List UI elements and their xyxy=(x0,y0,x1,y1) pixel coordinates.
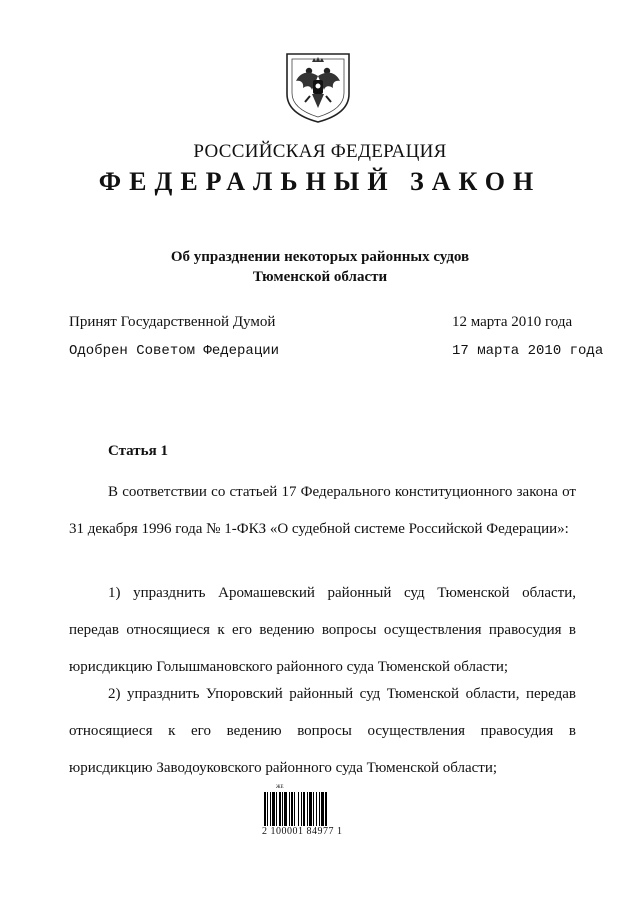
council-approval-label: Одобрен Советом Федерации xyxy=(69,343,280,359)
article-heading: Статья 1 xyxy=(108,443,168,459)
council-approval-date: 17 марта 2010 года xyxy=(452,343,604,359)
law-title-line-2: Тюменской области xyxy=(252,269,388,285)
article-item-1: 1) упразднить Аромашевский районный суд Тюменской области, передав относящиеся к его ведению вопросы осуществления правосудия в юрисдикцию Голышмановского районного суда Тюменской области; xyxy=(69,585,576,675)
law-title xyxy=(0,247,640,287)
law-title-line-1: Об упразднении некоторых районных судов xyxy=(170,249,470,265)
article-intro-paragraph: В соответствии со статьей 17 Федерального конституционного закона от 31 декабря 1996 года № 1-ФКЗ «О судебной системе Российской Федерации»: xyxy=(69,484,576,537)
law-type-heading: ФЕДЕРАЛЬНЫЙ ЗАКОН xyxy=(98,167,542,196)
barcode-small-text: ЖЕ xyxy=(276,785,284,790)
country-heading: РОССИЙСКАЯ ФЕДЕРАЦИЯ xyxy=(193,141,447,162)
duma-adoption-date: 12 марта 2010 года xyxy=(452,314,573,330)
barcode-number: 2 100001 84977 1 xyxy=(262,826,343,837)
article-item-2: 2) упразднить Упоровский районный суд Тюменской области, передав относящиеся к его ведению вопросы осуществления правосудия в юрисдикцию Заводоуковского районного суда Тюменской области; xyxy=(69,686,576,776)
duma-adoption-label: Принят Государственной Думой xyxy=(69,314,276,330)
barcode xyxy=(263,792,359,826)
coat-of-arms-emblem xyxy=(283,50,353,124)
